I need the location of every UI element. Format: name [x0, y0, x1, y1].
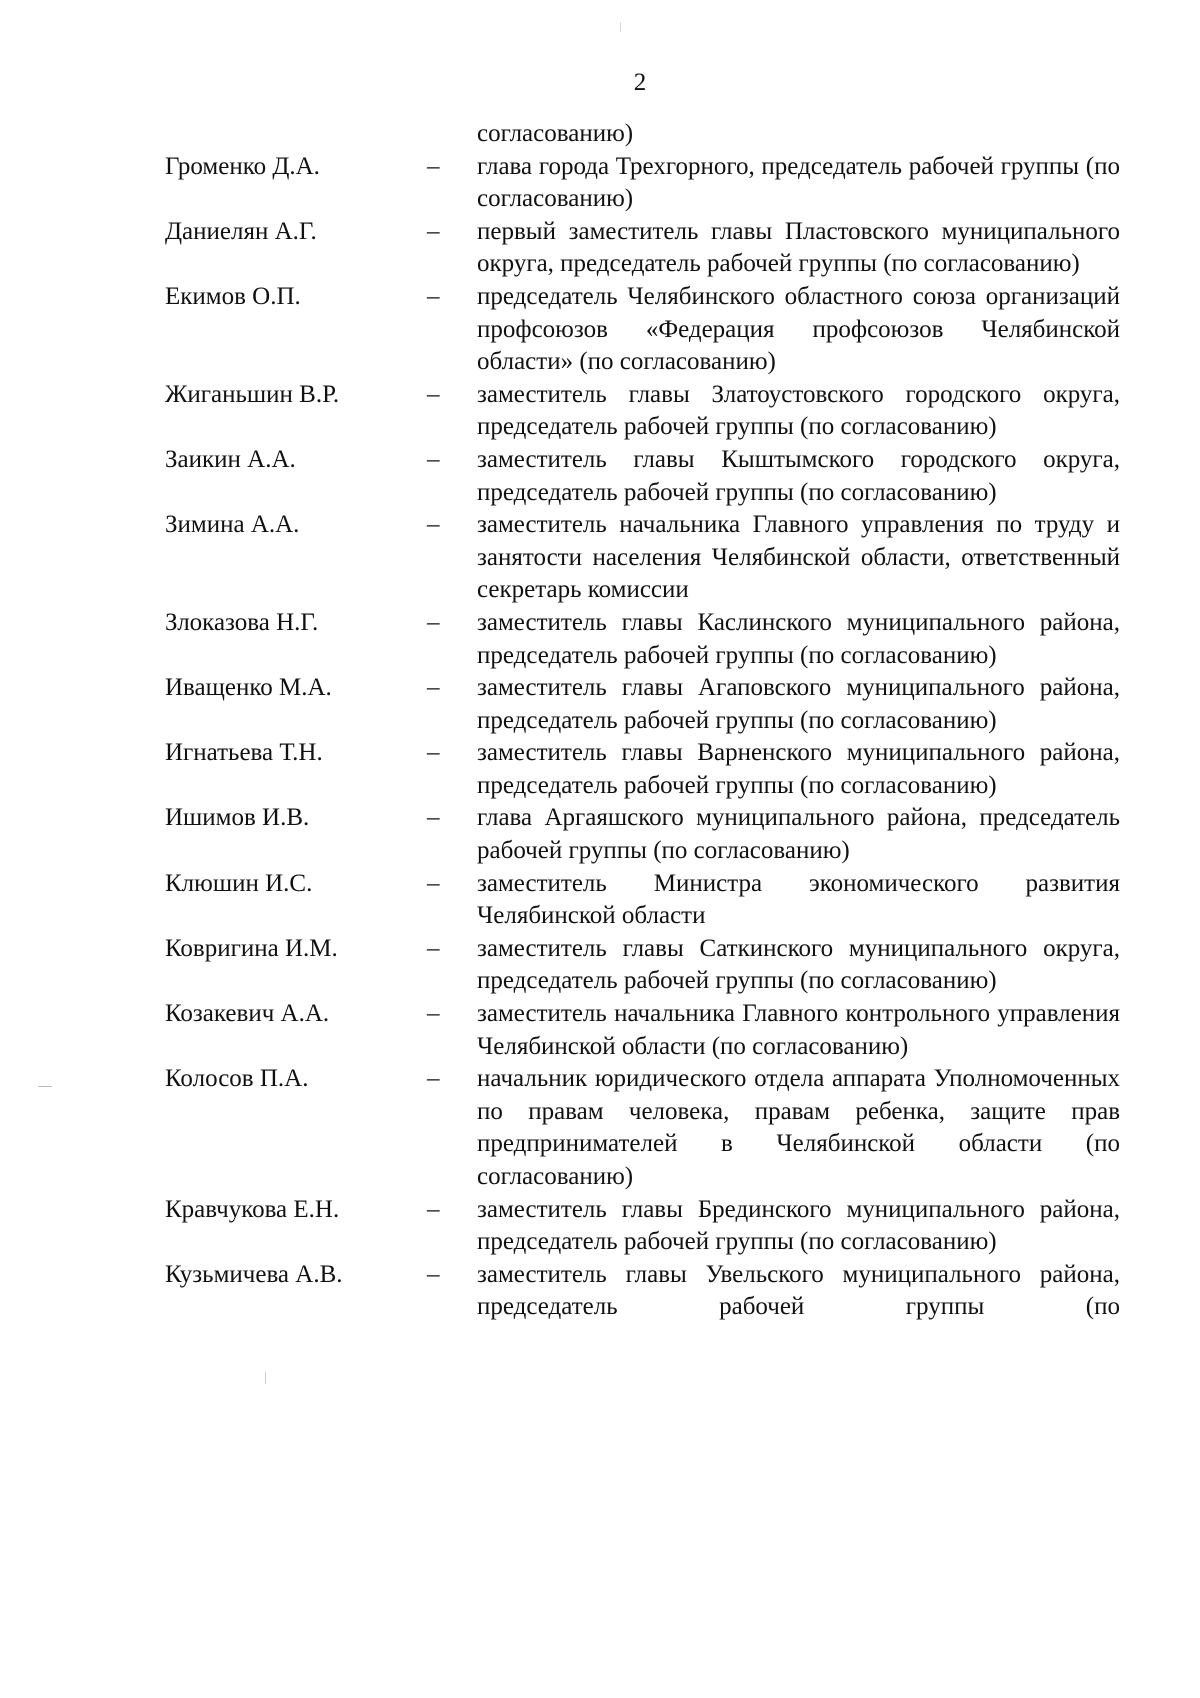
member-name: Кравчукова Е.Н.	[165, 1195, 340, 1223]
list-item	[165, 1259, 1120, 1324]
scan-artifact	[265, 1372, 266, 1384]
dash: –	[427, 674, 440, 702]
member-name: Даниелян А.Г.	[165, 217, 317, 245]
dash: –	[427, 1000, 440, 1028]
member-position: заместитель главы Саткинского муниципального округа, председатель рабочей группы (по согласованию)	[477, 934, 1120, 995]
continuation-text: согласованию)	[477, 120, 634, 147]
member-position: председатель Челябинского областного союза организаций профсоюзов «Федерация профсоюзов Челябинской области» (по согласованию)	[477, 282, 1120, 376]
member-name: Ишимов И.В.	[165, 804, 310, 832]
member-position: заместитель главы Варненского муниципального района, председатель рабочей группы (по согласованию)	[477, 739, 1120, 799]
list-item	[165, 444, 1120, 509]
member-position: заместитель начальника Главного контрольного управления Челябинской области (по согласованию)	[477, 1000, 1120, 1060]
member-list	[165, 118, 1120, 1324]
list-item	[165, 868, 1120, 933]
list-item	[165, 1063, 1120, 1193]
member-position: глава города Трехгорного, председатель рабочей группы (по согласованию)	[477, 152, 1120, 213]
list-item	[165, 672, 1120, 737]
dash: –	[427, 217, 440, 245]
dash: –	[427, 282, 440, 310]
list-item	[165, 509, 1120, 607]
dash: –	[427, 380, 440, 408]
member-position: начальник юридического отдела аппарата Уполномоченных по правам человека, правам ребенка, защите прав предпринимателей в Челябинской области (по согласованию)	[477, 1065, 1120, 1190]
member-name: Громенко Д.А.	[165, 152, 320, 180]
list-item	[165, 151, 1120, 216]
member-position: заместитель главы Каслинского муниципального района, председатель рабочей группы (по согласованию)	[477, 608, 1120, 669]
page-number: 2	[633, 69, 647, 96]
dash: –	[427, 1195, 440, 1223]
member-name: Козакевич А.А.	[165, 1000, 330, 1028]
member-name: Заикин А.А.	[165, 445, 296, 473]
list-item	[165, 737, 1120, 802]
member-name: Клюшин И.С.	[165, 869, 313, 897]
member-position: заместитель главы Увельского муниципального района, председатель рабочей группы (по	[477, 1260, 1120, 1321]
member-position: первый заместитель главы Пластовского муниципального округа, председатель рабочей группы (по согласованию)	[477, 217, 1120, 278]
list-item	[165, 998, 1120, 1063]
dash: –	[427, 445, 440, 473]
member-name: Зимина А.А.	[165, 511, 300, 539]
member-name: Жиганьшин В.Р.	[165, 380, 340, 408]
member-position: заместитель главы Златоустовского городского округа, председатель рабочей группы (по согласованию)	[477, 380, 1120, 441]
dash: –	[427, 934, 440, 962]
member-position: заместитель главы Кыштымского городского округа, председатель рабочей группы (по согласованию)	[477, 445, 1120, 506]
list-item	[165, 216, 1120, 281]
list-item	[165, 933, 1120, 998]
member-name: Злоказова Н.Г.	[165, 608, 319, 636]
dash: –	[427, 608, 440, 636]
member-position: заместитель начальника Главного управления по труду и занятости населения Челябинской области, ответственный секретарь комиссии	[477, 511, 1120, 604]
list-item	[165, 1194, 1120, 1259]
list-item	[165, 607, 1120, 672]
member-name: Кузьмичева А.В.	[165, 1260, 343, 1288]
member-position: заместитель Министра экономического развития Челябинской области	[477, 869, 1120, 930]
member-name: Екимов О.П.	[165, 282, 301, 310]
scan-artifact	[620, 22, 621, 32]
scan-artifact	[38, 1086, 52, 1087]
dash: –	[427, 804, 440, 832]
list-item	[165, 281, 1120, 379]
dash: –	[427, 152, 440, 180]
dash: –	[427, 869, 440, 897]
member-position: заместитель главы Агаповского муниципального района, председатель рабочей группы (по согласованию)	[477, 674, 1120, 734]
member-name: Колосов П.А.	[165, 1065, 309, 1093]
list-item	[165, 802, 1120, 867]
member-name: Ковригина И.М.	[165, 934, 338, 962]
member-position: глава Аргаяшского муниципального района, председатель рабочей группы (по согласованию)	[477, 804, 1120, 865]
dash: –	[427, 511, 440, 539]
member-position: заместитель главы Брединского муниципального района, председатель рабочей группы (по согласованию)	[477, 1195, 1120, 1256]
dash: –	[427, 739, 440, 767]
dash: –	[427, 1260, 440, 1288]
list-item	[165, 379, 1120, 444]
member-name: Игнатьева Т.Н.	[165, 739, 323, 767]
dash: –	[427, 1065, 440, 1093]
member-name: Иващенко М.А.	[165, 674, 332, 702]
